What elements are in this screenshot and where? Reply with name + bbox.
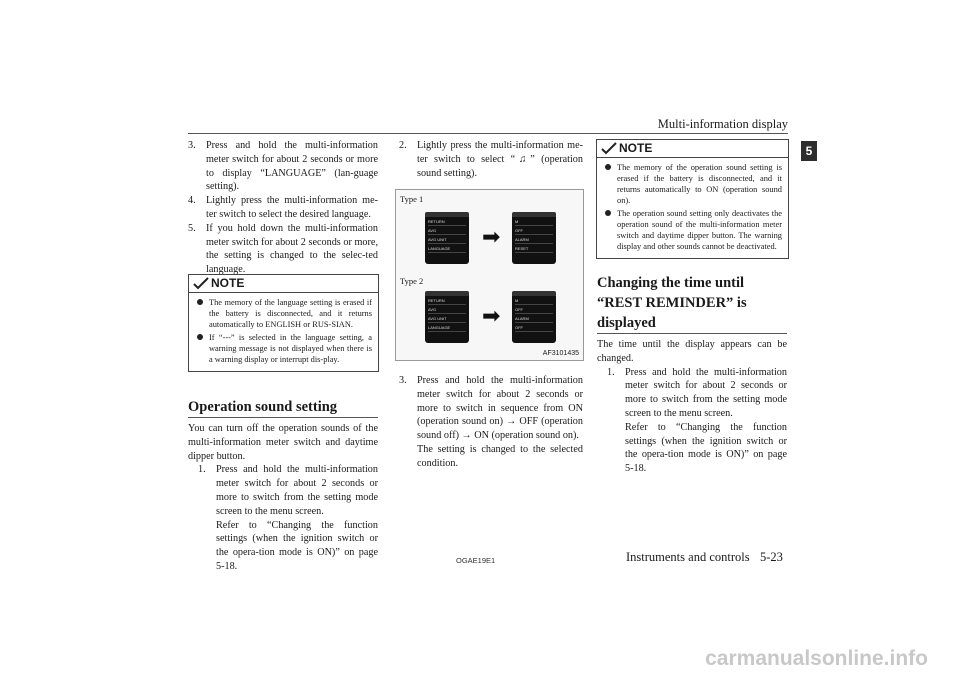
note-pencil-icon <box>601 142 617 155</box>
right-section <box>597 273 787 476</box>
step-5 <box>188 222 378 277</box>
screen-row: OFF <box>515 228 553 235</box>
step-number: 3. <box>399 375 407 386</box>
arrow-right-icon: ➡ <box>482 224 501 249</box>
left-column <box>188 139 378 277</box>
screen-row: ALARM <box>515 237 553 244</box>
screen-title <box>512 291 556 296</box>
screen-row: M <box>515 298 553 305</box>
step-text: Lightly press the multi-information me-ter switch to select “♫” (operation sound setting). <box>417 140 583 179</box>
step-reference: Refer to “Changing the function settings (when the ignition switch or the opera-tion mode is ON)” on page 5-18. <box>625 421 787 475</box>
step-number: 5. <box>188 222 196 234</box>
step-result: The setting is changed to the selected condition. <box>417 443 583 469</box>
note-item <box>195 332 372 365</box>
step-3 <box>188 139 378 194</box>
screen-row: OFF <box>515 307 553 314</box>
note-item <box>603 162 782 206</box>
step-text: If you hold down the multi-information meter switch for about 2 seconds or more, the setting is changed to the selec-ted language. <box>206 222 378 276</box>
bullet-icon <box>197 334 203 340</box>
screen-row: AVG UNIT <box>428 237 466 244</box>
note-body <box>597 158 788 258</box>
step-number: 4. <box>188 195 196 207</box>
footer-section-name: Instruments and controls <box>626 550 750 564</box>
note-pencil-icon <box>193 277 209 290</box>
section-title-operation-sound: Operation sound setting <box>188 397 378 418</box>
page-number: 5-23 <box>760 550 783 564</box>
section-intro: You can turn off the operation sounds of the multi-information meter switch and daytime dipper button. <box>188 423 378 462</box>
step-4 <box>188 194 378 222</box>
middle-step-3 <box>399 374 583 471</box>
screen-row: AVG <box>428 228 466 235</box>
screen-title <box>512 212 556 217</box>
chapter-tab: 5 <box>801 141 817 161</box>
step-number: 2. <box>399 140 407 151</box>
arrow-right-icon: ➡ <box>482 303 501 328</box>
step-1 <box>607 366 787 476</box>
step-2 <box>399 139 583 180</box>
watermark-text: carmanualsonline.info <box>705 647 928 670</box>
screen-row: M <box>515 219 553 226</box>
step-number: 1. <box>198 464 206 476</box>
step-number: 3. <box>188 140 196 151</box>
section-intro: The time until the display appears can be changed. <box>597 339 787 364</box>
bullet-icon <box>197 299 203 305</box>
figure-label-type1: Type 1 <box>400 194 424 204</box>
screen-row: RESET <box>515 246 553 253</box>
screen-title <box>425 291 469 296</box>
note-box-sound <box>596 139 789 259</box>
running-header: Multi-information display <box>657 117 788 131</box>
note-label: NOTE <box>211 276 245 290</box>
note-body <box>189 293 378 371</box>
screen-row: AVG <box>428 307 466 314</box>
screen-row: AVG UNIT <box>428 316 466 323</box>
screen-row: LANGUAGE <box>428 325 466 332</box>
step-1 <box>198 463 378 573</box>
screen-row: ALARM <box>515 316 553 323</box>
display-screen-type1-sound <box>512 212 556 264</box>
note-item-text: The operation sound setting only deactivates the operation sound of the multi-information meter switch and daytime dipper button. The warning display and other sounds cannot be deactivated. <box>617 209 782 251</box>
note-item-text: The memory of the language setting is erased if the battery is disconnected, and it returns automatically to ENGLISH or RUS-SIAN. <box>209 298 372 329</box>
screen-row: RETURN <box>428 219 466 226</box>
note-label: NOTE <box>619 141 653 155</box>
step-3-sequence <box>399 374 583 471</box>
left-section <box>188 397 378 574</box>
note-item <box>603 208 782 252</box>
display-screen-type2-menu <box>425 291 469 343</box>
display-screen-type1-menu <box>425 212 469 264</box>
middle-step-2 <box>399 139 583 180</box>
document-code: OGAE19E1 <box>456 556 496 565</box>
display-screen-type2-sound <box>512 291 556 343</box>
note-box-language <box>188 274 379 372</box>
step-number: 1. <box>607 366 615 378</box>
note-item <box>195 297 372 330</box>
step-text: Press and hold the multi-information meter switch for about 2 seconds or more to switch from the setting mode screen to the menu screen. <box>216 464 378 517</box>
step-text: Lightly press the multi-information me-ter switch to select the desired language. <box>206 195 378 220</box>
screen-title <box>425 212 469 217</box>
section-title-rest-reminder: Changing the time until “REST REMINDER” is displayed <box>597 273 787 334</box>
screen-row: OFF <box>515 325 553 332</box>
step-text: Press and hold the multi-information meter switch for about 2 seconds or more to switch in sequence from ON (operation sound on) → OFF (operation sound off) → ON (operation sound on). <box>417 375 583 442</box>
screen-row: LANGUAGE <box>428 246 466 253</box>
bullet-icon <box>605 164 611 170</box>
menu-figure <box>395 189 584 361</box>
note-header <box>189 275 378 293</box>
note-item-text: If “---” is selected in the language setting, a warning message is not displayed when there is a warning display or interrupt dis-play. <box>209 333 372 364</box>
note-item-text: The memory of the operation sound setting is erased if the battery is disconnected, and it returns automatically to ON (operation sound on). <box>617 163 782 205</box>
step-text: Press and hold the multi-information meter switch for about 2 seconds or more to switch from the setting mode screen to the menu screen. <box>625 366 787 419</box>
header-rule <box>188 133 788 134</box>
screen-row: RETURN <box>428 298 466 305</box>
figure-label-type2: Type 2 <box>400 276 424 286</box>
figure-code: AF3101435 <box>542 350 579 357</box>
note-header <box>597 140 788 158</box>
step-reference: Refer to “Changing the function settings (when the ignition switch or the opera-tion mode is ON)” on page 5-18. <box>216 519 378 572</box>
bullet-icon <box>605 210 611 216</box>
step-text: Press and hold the multi-information meter switch for about 2 seconds or more to display “LANGUAGE” (lan-guage setting). <box>206 140 378 193</box>
